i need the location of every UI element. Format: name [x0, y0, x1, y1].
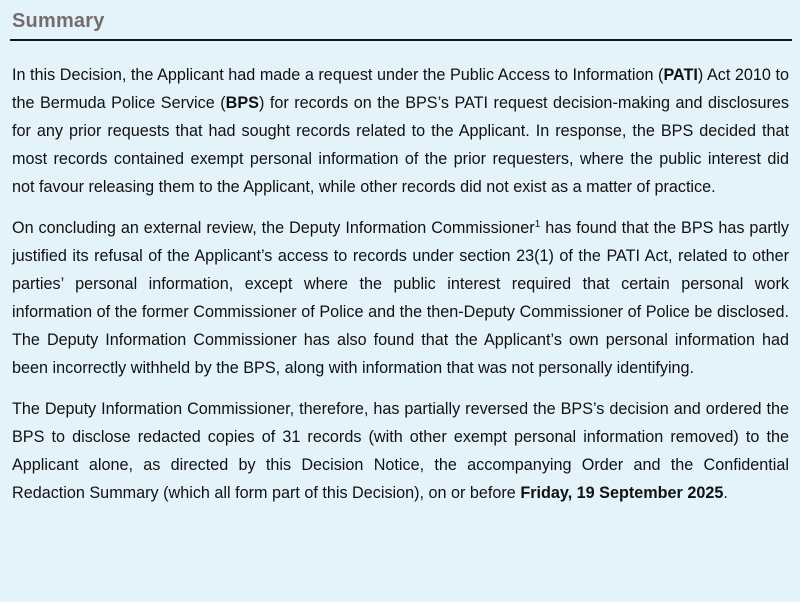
section-heading: Summary: [12, 10, 105, 32]
paragraph-order: [12, 395, 789, 507]
paragraph-findings: [12, 214, 789, 382]
text-span: In this Decision, the Applicant had made a request under the Public Access to Information (: [12, 66, 664, 84]
text-span: .: [723, 484, 728, 502]
text-span: has found that the BPS has partly justified its refusal of the Applicant’s access to records under section 23(1) of the PATI Act, related to other parties’ personal information, except where the public interest required that certain personal work information of the former Commissioner of Police and the then-Deputy Commissioner of Police be disclosed. The Deputy Information Commissioner has also found that the Applicant’s own personal information had been incorrectly withheld by the BPS, along with information that was not personally identifying.: [12, 219, 790, 377]
text-span: ) for records on the BPS’s PATI request decision-making and disclosures for any prior requests that had sought records related to the Applicant. In response, the BPS decided that most records contained exempt personal information of the prior requesters, where the public interest did not favour releasing them to the Applicant, while other records did not exist as a matter of practice.: [12, 94, 789, 196]
text-span: ) Act 2010 to the Bermuda Police Service (: [12, 66, 789, 112]
acronym-pati: PATI: [663, 66, 698, 84]
paragraph-request: [12, 61, 789, 201]
summary-body: [12, 61, 789, 520]
text-span: The Deputy Information Commissioner, therefore, has partially reversed the BPS’s decision and ordered the BPS to disclose redacted copies of 31 records (with other exempt personal information removed) to the Applicant alone, as directed by this Decision Notice, the accompanying Order and the Confidential Redaction Summary (which all form part of this Decision), on or before: [12, 400, 789, 502]
acronym-bps: BPS: [225, 94, 259, 112]
footnote-marker[interactable]: 1: [534, 219, 541, 230]
text-span: On concluding an external review, the Deputy Information Commissioner: [12, 219, 535, 237]
heading-divider: [10, 39, 792, 41]
deadline-date: Friday, 19 September 2025: [520, 484, 724, 502]
